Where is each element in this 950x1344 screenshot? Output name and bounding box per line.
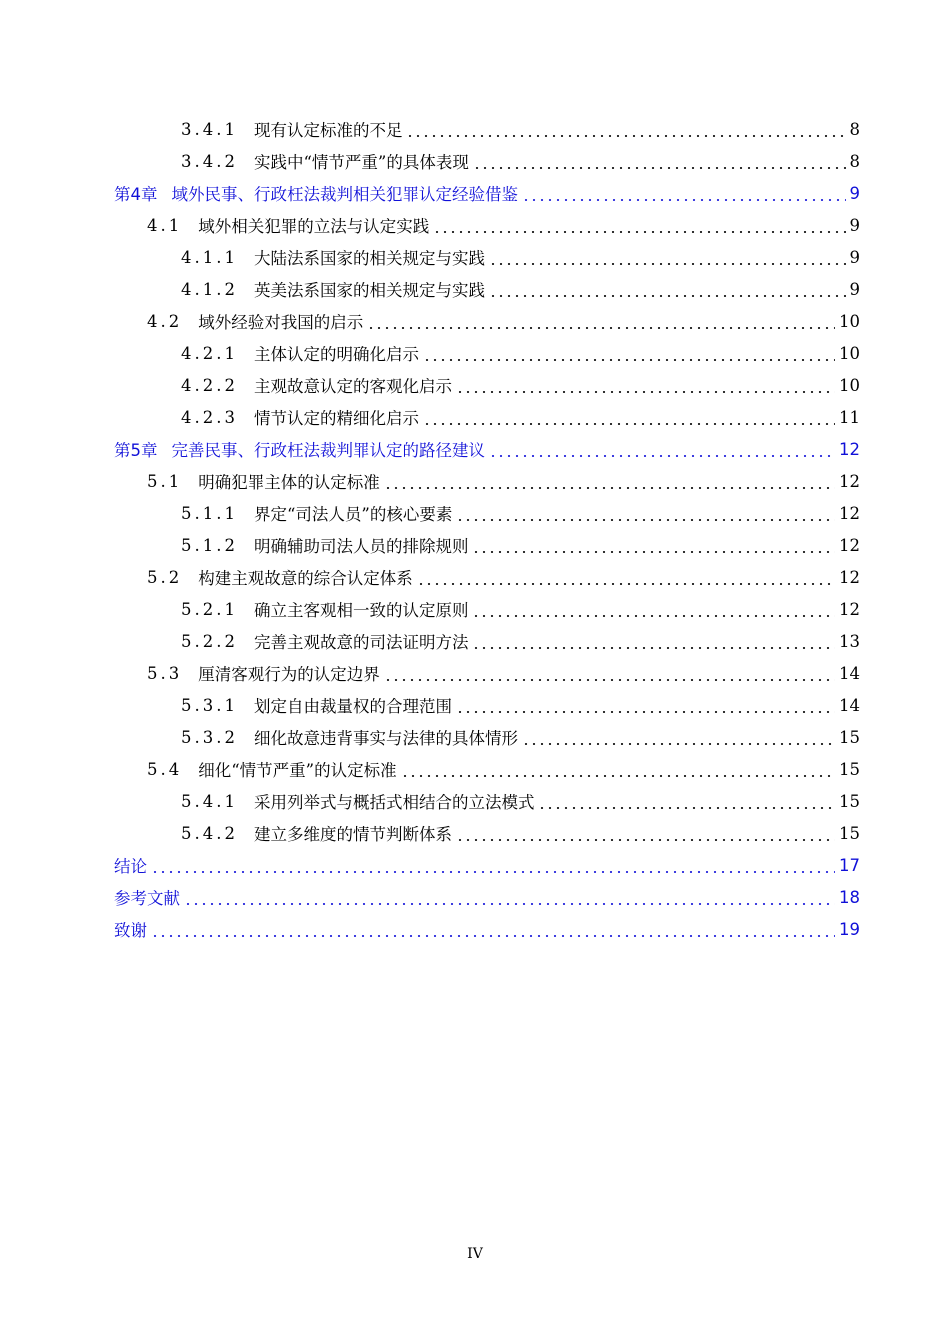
toc-entry[interactable] [0,465,950,497]
dot-leader [522,199,846,201]
toc-entry[interactable] [0,721,950,753]
dot-leader [417,583,835,585]
toc-entry-title: 主观故意认定的客观化启示 [253,377,452,396]
toc-entry-number: 5.2 [147,567,183,587]
toc-entry-title: 确立主客观相一致的认定原则 [253,601,469,620]
toc-entry[interactable] [0,593,950,625]
toc-entry-title: 大陆法系国家的相关规定与实践 [253,249,485,268]
dot-leader [472,551,835,553]
dot-leader [456,839,835,841]
toc-entry-page: 13 [839,631,860,651]
toc-entry-title: 情节认定的精细化启示 [253,409,419,428]
toc-entry-title: 主体认定的明确化启示 [253,345,419,364]
toc-entry-number: 5.2.1 [181,599,238,619]
toc-entry-number: 5.1.1 [181,503,238,523]
toc-entry[interactable] [0,689,950,721]
dot-leader [522,743,835,745]
toc-entry-page: 8 [849,151,860,171]
toc-entry-number: 5.1 [147,471,183,491]
toc-entry-page: 12 [839,439,860,459]
toc-entry-number: 5.1.2 [181,535,238,555]
toc-entry-title: 结论 [114,857,147,876]
dot-leader [184,903,835,905]
toc-entry-title: 构建主观故意的综合认定体系 [198,569,413,588]
toc-entry-number: 4.2.1 [181,343,238,363]
toc-entry-number: 5.3 [147,663,183,683]
toc-entry-page: 18 [839,887,860,907]
toc-entry[interactable] [0,113,950,145]
toc-entry-title: 明确犯罪主体的认定标准 [198,473,380,492]
toc-entry[interactable] [0,913,950,945]
toc-entry[interactable] [0,497,950,529]
toc-entry[interactable] [0,529,950,561]
dot-leader [423,359,835,361]
toc-entry-title: 现有认定标准的不足 [253,121,403,140]
toc-entry-page: 9 [849,279,860,299]
toc-entry[interactable] [0,241,950,273]
dot-leader [456,519,835,521]
toc-entry-page: 14 [839,695,860,715]
toc-entry[interactable] [0,785,950,817]
dot-leader [406,135,845,137]
toc-entry[interactable] [0,561,950,593]
toc-entry[interactable] [0,369,950,401]
dot-leader [472,615,835,617]
toc-entry-page: 12 [839,535,860,555]
toc-entry-title: 细化故意违背事实与法律的具体情形 [253,729,518,748]
toc-entry-page: 9 [849,247,860,267]
toc-entry-page: 9 [849,183,860,203]
toc-entry-title: 英美法系国家的相关规定与实践 [253,281,485,300]
dot-leader [472,647,835,649]
toc-entry-number: 5.4 [147,759,183,779]
toc-entry-number: 4.2.3 [181,407,238,427]
toc-entry-number: 3.4.1 [181,119,238,139]
toc-entry-page: 12 [839,567,860,587]
toc-entry-page: 15 [839,759,860,779]
dot-leader [384,487,835,489]
toc-entry[interactable] [0,305,950,337]
page-number: IV [467,1246,483,1262]
toc-entry-page: 15 [839,727,860,747]
toc-entry-title: 完善主观故意的司法证明方法 [253,633,469,652]
dot-leader [151,871,835,873]
toc-entry[interactable] [0,401,950,433]
toc-entry[interactable] [0,273,950,305]
toc-entry[interactable] [0,817,950,849]
toc-entry-number: 第5章 [114,441,158,460]
toc-entry[interactable] [0,145,950,177]
toc-entry-number: 5.4.2 [181,823,238,843]
toc-entry-title: 域外经验对我国的启示 [198,313,364,332]
toc-entry-page: 12 [839,599,860,619]
toc-entry[interactable] [0,625,950,657]
toc-entry-title: 域外相关犯罪的立法与认定实践 [198,217,430,236]
toc-entry-title: 域外民事、行政枉法裁判相关犯罪认定经验借鉴 [171,185,518,204]
toc-entry-page: 11 [839,407,860,427]
toc-entry-number: 5.3.2 [181,727,238,747]
toc-entry-page: 10 [839,375,860,395]
dot-leader [489,263,846,265]
toc-entry-number: 5.2.2 [181,631,238,651]
toc-entry-title: 划定自由裁量权的合理范围 [253,697,452,716]
toc-entry-number: 5.4.1 [181,791,238,811]
toc-entry-page: 19 [839,919,860,939]
dot-leader [489,295,846,297]
toc-entry-page: 12 [839,471,860,491]
toc-entry-title: 采用列举式与概括式相结合的立法模式 [253,793,535,812]
dot-leader [456,711,835,713]
toc-entry-page: 10 [839,311,860,331]
dot-leader [489,455,835,457]
dot-leader [367,327,835,329]
dot-leader [151,935,835,937]
toc-entry-title: 建立多维度的情节判断体系 [253,825,452,844]
toc-entry-number: 5.3.1 [181,695,238,715]
toc-entry[interactable] [0,849,950,881]
dot-leader [538,807,835,809]
dot-leader [423,423,835,425]
toc-entry-title: 致谢 [114,921,147,940]
toc-entry-title: 实践中“情节严重”的具体表现 [253,153,469,172]
toc-entry-page: 15 [839,791,860,811]
toc-entry-page: 8 [849,119,860,139]
toc-entry-page: 15 [839,823,860,843]
dot-leader [384,679,835,681]
dot-leader [401,775,835,777]
toc-entry-page: 12 [839,503,860,523]
toc-entry-title: 明确辅助司法人员的排除规则 [253,537,469,556]
dot-leader [473,167,846,169]
dot-leader [433,231,845,233]
toc-entry[interactable] [0,209,950,241]
toc-entry-number: 4.2 [147,311,183,331]
toc-entry[interactable] [0,881,950,913]
dot-leader [456,391,835,393]
toc-entry[interactable] [0,433,950,465]
toc-entry-number: 第4章 [114,185,158,204]
toc-entry[interactable] [0,657,950,689]
table-of-contents [0,113,950,945]
toc-entry-number: 4.2.2 [181,375,238,395]
toc-entry-number: 4.1.1 [181,247,238,267]
toc-entry-page: 14 [839,663,860,683]
toc-entry-number: 4.1 [147,215,183,235]
toc-entry-page: 9 [849,215,860,235]
toc-entry-page: 10 [839,343,860,363]
toc-entry-title: 细化“情节严重”的认定标准 [198,761,397,780]
toc-entry-title: 参考文献 [114,889,180,908]
toc-entry-number: 3.4.2 [181,151,238,171]
toc-entry[interactable] [0,337,950,369]
toc-entry-title: 厘清客观行为的认定边界 [198,665,380,684]
toc-entry-number: 4.1.2 [181,279,238,299]
toc-entry[interactable] [0,753,950,785]
toc-entry-title: 界定“司法人员”的核心要素 [253,505,453,524]
toc-entry[interactable] [0,177,950,209]
toc-entry-page: 17 [839,855,860,875]
toc-entry-title: 完善民事、行政枉法裁判罪认定的路径建议 [171,441,485,460]
